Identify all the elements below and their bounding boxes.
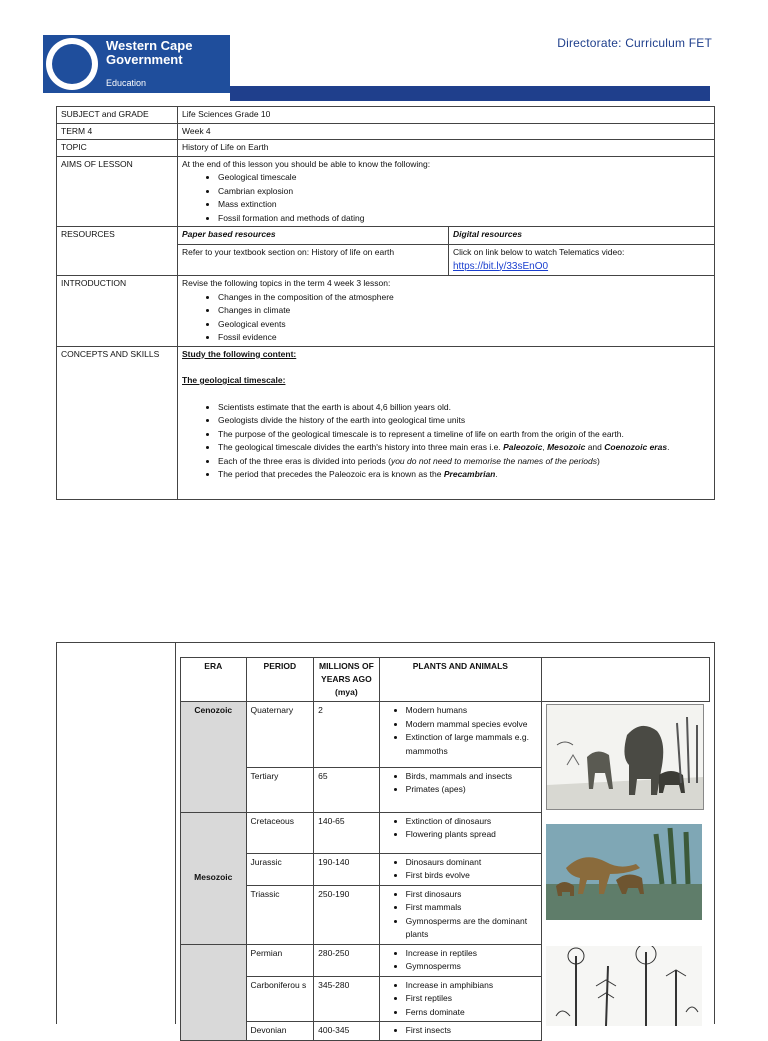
introduction-label: INTRODUCTION	[57, 276, 178, 347]
crest-shield-icon	[52, 44, 92, 84]
table-row	[57, 107, 715, 124]
mesozoic-term: Mesozoic	[547, 442, 586, 452]
topic-value: History of Life on Earth	[178, 140, 715, 157]
list-item: • Geological events	[218, 318, 710, 332]
period-cell: Jurassic	[246, 853, 314, 885]
period-cell: Devonian	[246, 1022, 314, 1041]
list-item: • First birds evolve	[406, 869, 537, 883]
events-cell	[379, 976, 541, 1022]
image-cell	[542, 944, 710, 1040]
era-paleozoic	[181, 944, 247, 1040]
concepts-cell	[178, 346, 715, 499]
list-item: • Increase in reptiles	[406, 947, 537, 961]
paper-heading-text: Paper based resources	[182, 229, 276, 239]
header-mya: MILLIONS OF YEARS AGO (mya)	[314, 658, 380, 702]
mya-cell: 400-345	[314, 1022, 380, 1041]
aims-intro: At the end of this lesson you should be able to know the following:	[182, 158, 431, 169]
list-item: • The purpose of the geological timescale is to represent a timeline of life on earth from the origin of the earth.	[218, 428, 710, 442]
frame-divider	[175, 642, 176, 1024]
mya-cell: 280-250	[314, 944, 380, 976]
comma-text: ,	[542, 442, 548, 452]
header-period: PERIOD	[246, 658, 314, 702]
table-row	[57, 227, 715, 245]
list-item	[218, 468, 710, 482]
digital-text: Click on link below to watch Telematics video:	[453, 247, 625, 257]
aims-cell	[178, 156, 715, 227]
period-cell: Triassic	[246, 885, 314, 944]
timescale-heading: The geological timescale:	[182, 375, 286, 385]
and-text: and	[585, 442, 605, 452]
table-row	[181, 702, 710, 768]
header-plants-animals: PLANTS AND ANIMALS	[379, 658, 541, 702]
mya-cell: 2	[314, 702, 380, 768]
list-item: • Changes in the composition of the atmosphere	[218, 291, 710, 305]
paren-close: )	[596, 455, 600, 466]
table-row	[57, 346, 715, 499]
list-item: • Extinction of large mammals e.g. mammoths	[406, 731, 537, 758]
table-header-row	[181, 658, 710, 702]
events-cell	[379, 853, 541, 885]
paper-heading	[178, 227, 449, 245]
list-item: • First dinosaurs	[406, 888, 537, 902]
table-row	[57, 156, 715, 227]
precambrian-term: Precambrian	[443, 469, 496, 479]
term-label: TERM 4	[57, 123, 178, 140]
period-cell: Permian	[246, 944, 314, 976]
coenozoic-term: Coenozoic eras	[604, 442, 668, 452]
period-cell: Tertiary	[246, 767, 314, 812]
table-row	[181, 944, 710, 976]
list-item: • Fossil evidence	[218, 331, 710, 345]
header-bar	[230, 86, 710, 101]
digital-heading-text: Digital resources	[453, 229, 522, 239]
geological-timescale-table	[180, 657, 710, 1041]
events-cell	[379, 944, 541, 976]
brand-line-3: Education	[106, 78, 147, 88]
list-item: • Fossil formation and methods of dating	[218, 212, 710, 226]
list-item: • Primates (apes)	[406, 783, 537, 797]
study-heading: Study the following content:	[182, 348, 297, 359]
list-item	[218, 455, 710, 469]
era-mesozoic: Mesozoic	[181, 812, 247, 944]
introduction-list	[182, 291, 710, 345]
mya-cell: 190-140	[314, 853, 380, 885]
era-cenozoic: Cenozoic	[181, 702, 247, 813]
digital-cell	[449, 245, 715, 276]
table-row	[57, 140, 715, 157]
lesson-info-table	[56, 106, 715, 500]
header-era: ERA	[181, 658, 247, 702]
eras-text: The geological timescale divides the earth's history into three main eras i.e.	[218, 442, 504, 452]
list-item: • Increase in amphibians	[406, 979, 537, 993]
events-cell	[379, 702, 541, 768]
list-item: • Modern humans	[406, 704, 537, 718]
introduction-text: Revise the following topics in the term 4 week 3 lesson:	[182, 278, 391, 288]
resources-label: RESOURCES	[57, 227, 178, 276]
events-cell	[379, 885, 541, 944]
list-item: • Scientists estimate that the earth is about 4,6 billion years old.	[218, 401, 710, 415]
events-cell	[379, 1022, 541, 1041]
table-row	[57, 276, 715, 347]
timescale-list	[182, 401, 710, 482]
events-cell	[379, 767, 541, 812]
mya-cell: 140-65	[314, 812, 380, 853]
digital-heading	[449, 227, 715, 245]
table-row	[181, 812, 710, 853]
brand-line-2: Government	[106, 52, 183, 67]
aims-label: AIMS OF LESSON	[57, 156, 178, 227]
dinosaur-illustration	[546, 824, 702, 920]
table-row	[57, 123, 715, 140]
image-cell	[542, 702, 710, 813]
list-item: • Extinction of dinosaurs	[406, 815, 537, 829]
list-item	[218, 441, 710, 455]
events-cell	[379, 812, 541, 853]
list-item: • Gymnosperms	[406, 960, 537, 974]
image-cell	[542, 812, 710, 944]
list-item: • Cambrian explosion	[218, 185, 710, 199]
mammoth-illustration	[546, 704, 704, 810]
list-item: • Birds, mammals and insects	[406, 770, 537, 784]
list-item: • Geologists divide the history of the earth into geological time units	[218, 414, 710, 428]
paleozoic-term: Paleozoic	[503, 442, 543, 452]
fern-forest-illustration	[546, 946, 702, 1026]
list-item: • First reptiles	[406, 992, 537, 1006]
period-mark: .	[495, 469, 498, 479]
aims-list	[182, 171, 710, 225]
list-item: • Flowering plants spread	[406, 828, 537, 842]
concepts-label: CONCEPTS AND SKILLS	[57, 346, 178, 499]
mya-cell: 250-190	[314, 885, 380, 944]
directorate-title: Directorate: Curriculum FET	[557, 36, 712, 50]
periods-note: you do not need to memorise the names of the periods	[390, 455, 597, 466]
brand-line-1: Western Cape	[106, 38, 193, 53]
period-cell: Cretaceous	[246, 812, 314, 853]
precambrian-text: The period that precedes the Paleozoic era is known as the	[218, 469, 444, 479]
list-item: • Geological timescale	[218, 171, 710, 185]
mya-cell: 345-280	[314, 976, 380, 1022]
mya-cell: 65	[314, 767, 380, 812]
list-item: • Mass extinction	[218, 198, 710, 212]
telematics-video-link[interactable]: https://bit.ly/33sEnO0	[453, 260, 549, 272]
periods-text: Each of the three eras is divided into periods (	[218, 455, 391, 466]
header-image-column	[542, 658, 710, 702]
period-mark: .	[667, 442, 670, 452]
topic-label: TOPIC	[57, 140, 178, 157]
introduction-cell	[178, 276, 715, 347]
term-value: Week 4	[178, 123, 715, 140]
subject-value: Life Sciences Grade 10	[178, 107, 715, 124]
paper-text: Refer to your textbook section on: History of life on earth	[178, 245, 449, 276]
period-cell: Quaternary	[246, 702, 314, 768]
period-cell: Carboniferou s	[246, 976, 314, 1022]
list-item: • Gymnosperms are the dominant plants	[406, 915, 537, 942]
subject-label: SUBJECT and GRADE	[57, 107, 178, 124]
list-item: • Dinosaurs dominant	[406, 856, 537, 870]
list-item: • Changes in climate	[218, 304, 710, 318]
list-item: • First insects	[406, 1024, 537, 1038]
list-item: • First mammals	[406, 901, 537, 915]
list-item: • Ferns dominate	[406, 1006, 537, 1020]
list-item: • Modern mammal species evolve	[406, 718, 537, 732]
